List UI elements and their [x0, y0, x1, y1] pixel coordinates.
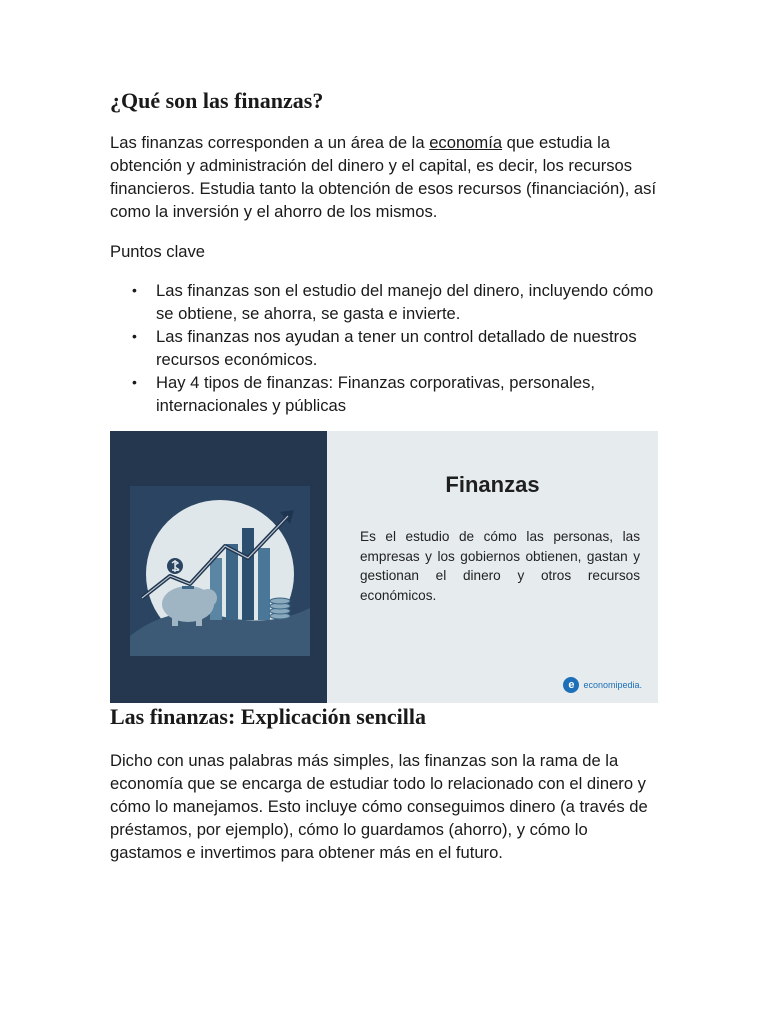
dollar-coin-icon [167, 558, 183, 574]
bullet-marker: • [132, 282, 137, 298]
explanation-paragraph: Dicho con unas palabras más simples, las finanzas son la rama de la economía que se encarga de estudiar todo lo relacionado con el dinero y cómo lo manejamos. Esto incluye cómo conseguimos dinero (a través de préstamos, por ejemplo), cómo lo guardamos (ahorro), y cómo lo gastamos e invertimos para obtener más en el futuro. [110, 751, 648, 862]
list-item-text: Hay 4 tipos de finanzas: Finanzas corporativas, personales, internacionales y públicas [156, 373, 596, 415]
infographic-illustration-panel [110, 431, 327, 703]
intro-text-before: Las finanzas corresponden a un área de la [110, 133, 430, 152]
key-points-list [110, 279, 658, 417]
intro-paragraph [110, 131, 658, 223]
key-points-label: Puntos clave [110, 242, 206, 261]
finanzas-infographic [110, 431, 658, 703]
list-item [110, 371, 658, 417]
section-title: ¿Qué son las finanzas? [110, 88, 324, 113]
infographic-title: Finanzas [445, 472, 540, 497]
list-item [110, 325, 658, 371]
list-item-text: Las finanzas nos ayudan a tener un control detallado de nuestros recursos económicos. [156, 327, 637, 369]
economipedia-logo [563, 677, 642, 693]
bullet-marker: • [132, 374, 137, 390]
economipedia-logo-icon: e [563, 677, 579, 693]
intro-text-after: que estudia la obtención y administración del dinero y el capital, es decir, los recursos financieros. Estudia tanto la obtención de esos recursos (financiación), así como la inversión y el ahorro de los mismos. [110, 133, 657, 221]
list-item-text: Las finanzas son el estudio del manejo del dinero, incluyendo cómo se obtiene, se ahorra, se gasta e invierte. [156, 281, 654, 323]
logo-text: economipedia. [583, 680, 642, 690]
finance-growth-illustration [130, 486, 310, 656]
economia-link[interactable]: economía [429, 133, 503, 152]
infographic-definition: Es el estudio de cómo las personas, las empresas y los gobiernos obtienen, gastan y gestionan el dinero y otros recursos económicos. [360, 529, 640, 603]
section-title-explanation: Las finanzas: Explicación sencilla [110, 704, 426, 729]
list-item [110, 279, 658, 325]
bullet-marker: • [132, 328, 137, 344]
coin-stack-icon [270, 598, 290, 619]
